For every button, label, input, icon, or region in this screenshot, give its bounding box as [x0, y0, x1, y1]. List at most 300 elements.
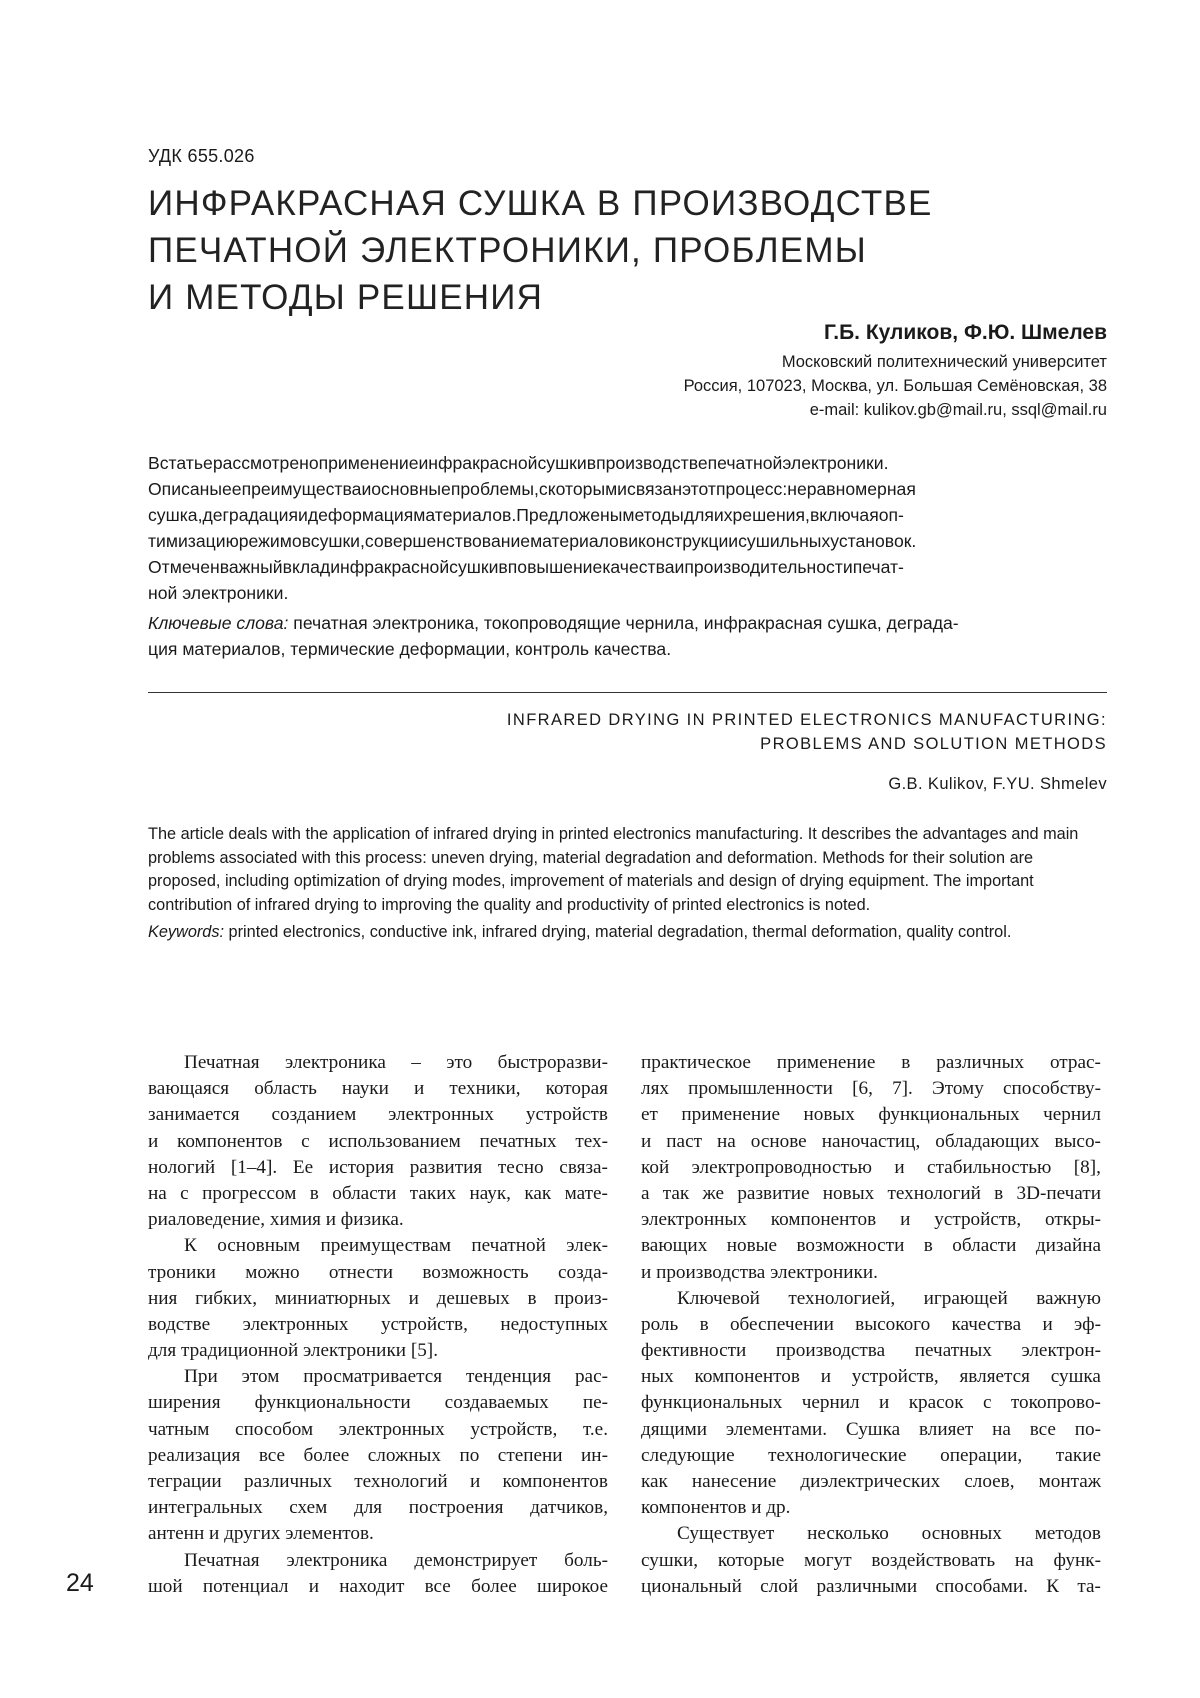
word: качества	[951, 1313, 1022, 1335]
word: сложных	[367, 1444, 441, 1466]
word: более	[303, 1444, 350, 1466]
word: в	[994, 1182, 1004, 1204]
word: таких	[409, 1182, 457, 1204]
article-title-en	[507, 708, 1107, 756]
word: Этому	[932, 1078, 984, 1100]
body-line	[148, 1102, 608, 1128]
word: производительности	[684, 557, 853, 577]
word: лях	[641, 1078, 669, 1100]
word: новые	[726, 1235, 778, 1257]
word: миниатюрных	[274, 1287, 391, 1309]
word: [8],	[1073, 1156, 1101, 1178]
word: гибких,	[195, 1287, 258, 1309]
word: и	[308, 1575, 319, 1597]
word: элек-	[566, 1235, 608, 1257]
abstract-en	[148, 823, 1107, 945]
word: по	[459, 1444, 480, 1466]
word: качества	[602, 557, 675, 577]
keywords-ru-line: ция материалов, термические деформации, контроль качества.	[148, 639, 672, 659]
word: произ-	[554, 1287, 608, 1309]
body-line	[641, 1050, 1101, 1076]
word: компонентов	[770, 1209, 877, 1231]
word: т.е.	[582, 1418, 608, 1440]
word: науки	[341, 1078, 389, 1100]
word: эф-	[1074, 1313, 1101, 1335]
body-line	[641, 1417, 1101, 1443]
word: производстве	[596, 453, 708, 473]
word: циональный	[641, 1575, 742, 1597]
affiliation-email: e-mail: kulikov.gb@mail.ru, ssql@mail.ru	[809, 401, 1107, 419]
word: инфракрасной	[418, 453, 538, 473]
body-line	[641, 1181, 1101, 1207]
word: применение	[681, 1104, 780, 1126]
body-line	[148, 1390, 608, 1416]
word: обеспечении	[729, 1313, 834, 1335]
title-line: ИНФРАКРАСНАЯ СУШКА В ПРОИЗВОДСТВЕ	[148, 184, 933, 223]
body-line	[148, 1469, 608, 1495]
word: печатных	[479, 1130, 557, 1152]
body-line	[641, 1574, 1101, 1600]
word: откры-	[1045, 1209, 1101, 1231]
word: способом	[235, 1418, 314, 1440]
word: электроники.	[782, 453, 889, 473]
body-column-left	[148, 1050, 608, 1600]
word: связа-	[559, 1156, 608, 1178]
word: теграции	[148, 1471, 222, 1492]
word: паст	[666, 1130, 702, 1152]
word: и	[879, 1392, 890, 1414]
word: этом	[241, 1366, 280, 1388]
word: электрон-	[1021, 1340, 1101, 1362]
word: печат-	[852, 557, 904, 577]
word: является	[959, 1366, 1030, 1388]
word: монтаж	[1038, 1471, 1101, 1492]
udc-code: УДК 655.026	[148, 146, 255, 166]
word: сушка,	[148, 505, 203, 525]
word: новых	[822, 1182, 875, 1204]
word: методов	[1034, 1523, 1101, 1545]
word: ния	[148, 1287, 178, 1309]
body-line	[641, 1286, 1101, 1312]
word: различными	[816, 1575, 918, 1597]
word: 3D-печати	[1016, 1182, 1101, 1204]
word: вающих	[641, 1235, 708, 1257]
body-line	[148, 1495, 608, 1521]
body-line	[148, 1076, 608, 1102]
body-line	[641, 1312, 1101, 1338]
word: такие	[1055, 1444, 1101, 1466]
word: на	[992, 1418, 1011, 1440]
word: Описаны	[148, 479, 222, 499]
word: Печатная	[184, 1052, 260, 1073]
word: быстроразви-	[497, 1052, 608, 1073]
word: в	[586, 453, 597, 473]
word: и	[900, 1209, 911, 1231]
word: схем	[289, 1497, 328, 1519]
word: области	[952, 1235, 1017, 1257]
word: отнести	[328, 1261, 394, 1283]
word: Существует	[677, 1523, 775, 1545]
title-en-line: PROBLEMS AND SOLUTION METHODS	[760, 735, 1107, 753]
word: красок	[908, 1392, 964, 1414]
body-line	[148, 1129, 608, 1155]
word: При	[184, 1366, 218, 1388]
word: печатной	[471, 1235, 546, 1257]
word: неравномерная	[787, 479, 916, 499]
word: отрас-	[1049, 1052, 1101, 1073]
word: технологий	[887, 1182, 981, 1204]
word: основным	[217, 1235, 301, 1257]
body-line	[148, 1181, 608, 1207]
word: несколько	[807, 1523, 889, 1545]
word: чернил	[1043, 1104, 1101, 1126]
word: дящими	[641, 1418, 708, 1440]
word: и	[894, 1156, 905, 1178]
word: и	[148, 1130, 159, 1152]
body-line	[148, 1364, 608, 1390]
author-block-ru	[407, 318, 1107, 422]
word: которыми	[547, 479, 628, 499]
word: Ключевой	[677, 1287, 760, 1309]
word: которая	[545, 1078, 608, 1100]
word: все	[424, 1575, 451, 1597]
word: промышленности	[688, 1078, 833, 1100]
word: как	[641, 1471, 668, 1492]
word: устройств	[525, 1104, 608, 1126]
word: водстве	[148, 1313, 211, 1335]
word: функциональных	[641, 1392, 783, 1414]
word: электронных	[641, 1209, 747, 1231]
word: Предложены	[516, 505, 623, 525]
keywords-en-text: printed electronics, conductive ink, infrared drying, material degradation, thermal deformation, quality control.	[224, 923, 1012, 941]
body-line	[148, 1286, 608, 1312]
body-line: риаловедение, химия и физика.	[148, 1209, 404, 1231]
word: сушка	[1050, 1366, 1101, 1388]
affiliation-address: Россия, 107023, Москва, ул. Большая Семёновская, 38	[683, 377, 1107, 395]
word: в	[527, 1287, 537, 1309]
word: и	[413, 1078, 425, 1100]
body-line	[641, 1443, 1101, 1469]
page-number: 24	[66, 1569, 94, 1597]
word: для	[683, 505, 714, 525]
word: в	[699, 1313, 709, 1335]
word: реализация	[148, 1444, 241, 1466]
word: токопрово-	[1010, 1392, 1101, 1414]
word: элементами.	[725, 1418, 828, 1440]
word: так	[662, 1182, 690, 1204]
body-line	[641, 1338, 1101, 1364]
word: ее	[221, 479, 242, 499]
word: электроника	[286, 1549, 388, 1571]
abstract-line	[148, 476, 1107, 502]
authors-ru: Г.Б. Куликов, Ф.Ю. Шмелев	[823, 321, 1107, 344]
word: можно	[245, 1261, 300, 1283]
word: процесс:	[715, 479, 788, 499]
word: различных	[243, 1471, 332, 1492]
word: области	[332, 1182, 397, 1204]
keywords-ru-line	[148, 610, 1107, 636]
word: слоев,	[964, 1471, 1015, 1492]
word: устройств,	[851, 1366, 939, 1388]
word: материалов.	[413, 505, 517, 525]
word: технологий	[354, 1471, 448, 1492]
article-title-ru	[148, 180, 1048, 321]
body-line	[148, 1417, 608, 1443]
word: сушильных	[738, 531, 831, 551]
word: возможность	[422, 1261, 529, 1283]
word: деградация	[202, 505, 298, 525]
word: важный	[219, 557, 283, 577]
title-en-line: INFRARED DRYING IN PRINTED ELECTRONICS MANUFACTURING:	[506, 711, 1107, 729]
word: и	[469, 1471, 481, 1492]
word: связан	[627, 479, 683, 499]
body-line	[641, 1155, 1101, 1181]
word: потенциал	[202, 1575, 289, 1597]
word: включая	[809, 505, 879, 525]
word: деформация	[307, 505, 414, 525]
word: на	[148, 1182, 167, 1204]
word: с	[982, 1392, 992, 1414]
word: на	[1014, 1549, 1034, 1571]
abstract-line	[148, 528, 1107, 554]
word: занимается	[148, 1104, 240, 1126]
word: преимуществам	[320, 1235, 451, 1257]
word: функ-	[1053, 1549, 1101, 1571]
word: техники,	[449, 1078, 521, 1100]
word: рассмотрено	[212, 453, 319, 473]
word: интегральных	[148, 1497, 263, 1519]
word: ин-	[581, 1444, 608, 1466]
abstract-ru-text	[148, 450, 1107, 606]
word: применение	[318, 453, 419, 473]
word: влияет	[918, 1418, 974, 1440]
word: недоступных	[500, 1313, 608, 1335]
word: шой	[148, 1575, 183, 1597]
word: функциональности	[254, 1392, 411, 1414]
body-line	[641, 1129, 1101, 1155]
word: Отмечен	[148, 557, 220, 577]
body-line	[148, 1233, 608, 1259]
section-divider	[148, 692, 1107, 693]
word: функциональных	[878, 1104, 1020, 1126]
word: стабильностью	[927, 1156, 1052, 1178]
body-line	[641, 1469, 1101, 1495]
word: электронных	[242, 1313, 349, 1335]
word: как	[524, 1182, 552, 1204]
word: и	[361, 479, 372, 499]
keywords-en-label: Keywords:	[148, 923, 225, 941]
word: та-	[1077, 1575, 1101, 1597]
word: в	[309, 1182, 319, 1204]
keywords-ru-label: Ключевые слова:	[148, 613, 289, 633]
title-line: И МЕТОДЫ РЕШЕНИЯ	[148, 278, 544, 317]
word: тех-	[575, 1130, 608, 1152]
word: вклад	[282, 557, 331, 577]
word: электронных	[388, 1104, 495, 1126]
word: обладающих	[935, 1130, 1040, 1152]
word: операции,	[940, 1444, 1023, 1466]
word: электропроводностью	[691, 1156, 872, 1178]
body-line	[641, 1207, 1101, 1233]
abstract-line	[148, 450, 1107, 476]
word: устройств,	[934, 1209, 1022, 1231]
word: важную	[1036, 1287, 1101, 1309]
word: следующие	[641, 1444, 735, 1466]
authors-en: G.B. Kulikov, F.YU. Shmelev	[888, 775, 1107, 793]
word: К	[1046, 1575, 1060, 1597]
word: и	[820, 1366, 831, 1388]
word: в	[923, 1235, 933, 1257]
word: 7].	[892, 1078, 913, 1100]
word: созда-	[557, 1261, 608, 1283]
keywords-ru	[148, 610, 1107, 662]
word: с	[538, 479, 548, 499]
word: способами.	[935, 1575, 1028, 1597]
word: высо-	[1054, 1130, 1101, 1152]
word: на	[716, 1130, 736, 1152]
word: компонентов	[502, 1471, 608, 1492]
word: оп-	[878, 505, 904, 525]
word: более	[471, 1575, 517, 1597]
body-line	[641, 1390, 1101, 1416]
word: возможности	[796, 1235, 905, 1257]
body-line	[148, 1155, 608, 1181]
word: и	[298, 505, 308, 525]
word: различных	[936, 1052, 1025, 1073]
body-line	[641, 1364, 1101, 1390]
word: сушки	[537, 453, 587, 473]
word: развитие	[737, 1182, 810, 1204]
word: в	[901, 1052, 911, 1073]
abstract-en-text: The article deals with the application of infrared drying in printed electronics manufacturing. It describes the advantages and main problems associated with this process: uneven drying, material degradation and deformation. Methods for their solution are proposed, including optimization of drying modes, improvement of materials and design of drying equipment. The important contribution of infrared drying to improving the quality and productivity of printed electronics is noted.	[148, 825, 1079, 914]
word: развития	[409, 1156, 483, 1178]
word: основные	[371, 479, 451, 499]
word: новых	[803, 1104, 855, 1126]
word: Ее	[292, 1156, 314, 1178]
word: для	[353, 1497, 383, 1519]
word: способству-	[1002, 1078, 1101, 1100]
word: и	[408, 1287, 419, 1309]
abstract-line	[148, 502, 1107, 528]
word: а	[641, 1182, 650, 1204]
title-line: ПЕЧАТНОЙ ЭЛЕКТРОНИКИ, ПРОБЛЕМЫ	[148, 231, 867, 270]
body-line	[641, 1076, 1101, 1102]
word: тесно	[497, 1156, 544, 1178]
word: и	[628, 531, 639, 551]
word: технологические	[768, 1444, 907, 1466]
word: [1–4].	[230, 1156, 278, 1178]
body-line	[148, 1260, 608, 1286]
word: история	[328, 1156, 395, 1178]
word: пе-	[582, 1392, 608, 1414]
word: компонентов	[177, 1130, 283, 1152]
body-line	[641, 1102, 1101, 1128]
word: которые	[717, 1549, 785, 1571]
word: играющей	[923, 1287, 1008, 1309]
word: высокого	[855, 1313, 931, 1335]
word: степени	[497, 1444, 563, 1466]
word: печатных	[914, 1340, 992, 1362]
word: Печатная	[184, 1549, 260, 1571]
word: по-	[1074, 1418, 1101, 1440]
word: построения	[408, 1497, 504, 1519]
word: и	[641, 1130, 652, 1152]
word: режимов	[238, 531, 311, 551]
word: их	[713, 505, 733, 525]
word: нанесение	[691, 1471, 777, 1492]
word: диэлектрических	[800, 1471, 941, 1492]
word: чернил	[801, 1392, 860, 1414]
word: область	[254, 1078, 317, 1100]
word: дизайна	[1035, 1235, 1101, 1257]
word: вающаяся	[148, 1078, 230, 1100]
abstract-ru	[148, 450, 1107, 662]
word: чатным	[148, 1418, 210, 1440]
body-line	[148, 1574, 608, 1600]
body-line: и производства электроники.	[641, 1261, 878, 1283]
word: практическое	[641, 1052, 751, 1073]
body-line: компонентов и др.	[641, 1497, 791, 1519]
word: демонстрирует	[414, 1549, 538, 1571]
word: повышение	[507, 557, 603, 577]
abstract-line: ной электроники.	[148, 583, 289, 603]
word: производства	[775, 1340, 886, 1362]
word: –	[411, 1052, 421, 1073]
word: использованием	[328, 1130, 461, 1152]
word: этот	[682, 479, 716, 499]
word: ширения	[148, 1392, 221, 1414]
word: решения,	[732, 505, 810, 525]
word: мате-	[564, 1182, 608, 1204]
word: слой	[760, 1575, 799, 1597]
word: основных	[921, 1523, 1002, 1545]
body-line: для традиционной электроники [5].	[148, 1340, 438, 1362]
word: и	[1042, 1313, 1053, 1335]
word: прогрессом	[202, 1182, 297, 1204]
word: преимущества	[241, 479, 362, 499]
word: датчиков,	[530, 1497, 608, 1519]
word: устройств,	[470, 1418, 558, 1440]
word: электронных	[338, 1418, 445, 1440]
word: сушки	[449, 557, 499, 577]
word: технологией,	[788, 1287, 896, 1309]
word: сушки,	[310, 531, 365, 551]
word: тимизацию	[148, 531, 239, 551]
word: ет	[641, 1104, 658, 1126]
body-line	[641, 1548, 1101, 1574]
word: это	[446, 1052, 473, 1073]
keywords-en	[148, 921, 1107, 945]
word: троники	[148, 1261, 216, 1283]
word: наук,	[469, 1182, 511, 1204]
word: рас-	[574, 1366, 608, 1388]
word: кой	[641, 1156, 670, 1178]
affiliation-university: Московский политехнический университет	[781, 353, 1107, 371]
body-line	[148, 1050, 608, 1076]
word: конструкции	[638, 531, 739, 551]
word: установок.	[830, 531, 917, 551]
word: печатной	[707, 453, 783, 473]
word: же	[702, 1182, 725, 1204]
word: все	[1029, 1418, 1056, 1440]
word: К	[184, 1235, 197, 1257]
word: компонентов	[694, 1366, 800, 1388]
body-line	[148, 1443, 608, 1469]
word: Сушка	[845, 1418, 901, 1440]
word: тенденция	[465, 1366, 552, 1388]
word: [6,	[852, 1078, 873, 1100]
word: применение	[776, 1052, 876, 1073]
